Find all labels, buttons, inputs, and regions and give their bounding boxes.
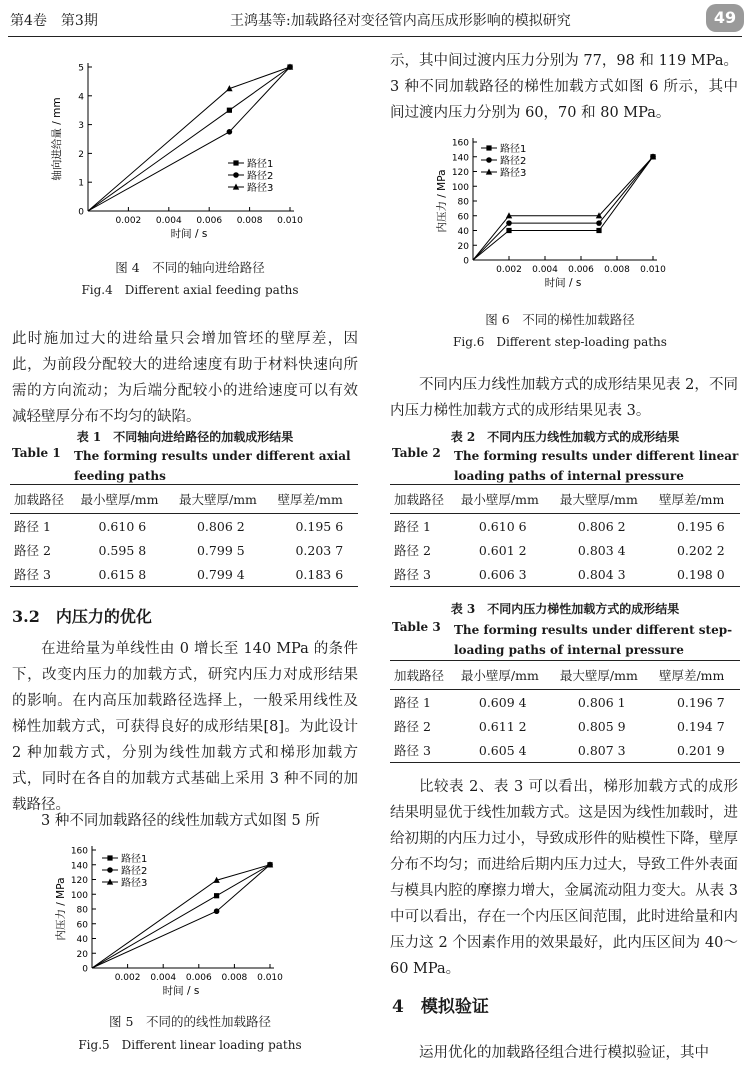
y-tick-label: 20 [457,241,469,252]
paragraph-right-1: 示，其中间过渡内压力分别为 77，98 和 119 MPa。3 种不同加载路径的梯性加载方式如图 6 所示，其中间过渡内压力分别为 60，70 和 80 MPa。 [390,53,738,121]
y-tick-label: 60 [76,920,88,931]
x-tick-label: 0.010 [640,265,666,275]
table-cell: 0.804 3 [556,562,655,587]
table-cell: 0.806 2 [577,518,626,534]
table-cell: 路径 3 [10,562,77,587]
x-tick-label: 0.006 [568,265,594,275]
x-axis-label: 时间 / s [162,985,200,997]
paragraph-right-2: 不同内压力线性加载方式的成形结果见表 2，不同内压力梯性加载方式的成形结果见表 3。 [390,377,738,419]
table-row [10,514,358,539]
data-point [596,220,602,226]
table1 [10,484,358,587]
table-cell: 0.196 7 [676,694,725,710]
table1-caption-en [12,446,362,486]
table-header-cell: 最小壁厚/mm [77,485,175,514]
table-header-cell: 加载路径 [390,661,457,690]
fig5-caption-cn: 图 5 不同的的线性加载路径 [109,1014,271,1029]
table-cell: 0.799 4 [175,562,273,587]
fig6-caption-en: Fig.6 Different step-loading paths [453,335,667,349]
paragraph-right-4: 运用优化的加载路径组合进行模拟验证，其中 [419,1045,709,1061]
data-point [227,129,233,135]
table-cell: 路径 1 [394,695,431,710]
table3-title: The forming results under different step-loading paths of internal pressure [454,623,733,657]
running-header [0,0,750,42]
table-row [390,514,740,539]
x-tick-label: 0.008 [236,216,263,226]
paragraph-right-3: 比较表 2、表 3 可以看出，梯形加载方式的成形结果明显优于线性加载方式。这是因为线性加载时，进给初期的内压力过小，导致成形件的贴模性下降，壁厚分布不均匀；而进给后期内压力过大，导致工件外表面与模具内腔的摩擦力增大，金属流动阻力变大。从表 3 中可以看出，存在一个内压区间范围，此时进给量和内压力这 2 个因素作用的效果最好，此内压区间为 40～60 MPa。 [390,779,738,977]
y-tick-label: 4 [78,92,84,103]
paragraph-left-1: 此时施加过大的进给量只会增加管坯的壁厚差，因此，为前段分配较大的进给速度有助于材料快速向所需的方向流动；为后端分配较小的进给速度可以有效减轻壁厚分布不均匀的缺陷。 [12,331,358,425]
fig4-chart [40,55,320,250]
x-tick-label: 0.002 [496,265,522,275]
x-axis-label: 时间 / s [170,228,208,240]
legend-marker [486,157,492,163]
table-header-cell: 壁厚差/mm [273,485,358,514]
data-point [596,228,601,233]
table-cell: 路径 2 [394,543,431,558]
y-tick-label: 100 [70,890,88,901]
table-cell: 路径 2 [394,719,431,734]
table-cell: 0.805 9 [577,718,626,734]
journal-issue: 第4卷 第3期 [10,13,98,29]
y-tick-label: 80 [76,905,88,916]
table-cell: 0.615 8 [77,562,175,587]
table-header-cell: 最小壁厚/mm [457,485,556,514]
table-cell: 0.807 3 [556,738,655,763]
table-header-cell: 壁厚差/mm [655,661,740,690]
x-tick-label: 0.002 [114,973,141,983]
fig4-caption-cn: 图 4 不同的轴向进给路径 [115,260,265,275]
legend-label: 路径3 [247,183,274,194]
paragraph-left-2: 在进给量为单线性由 0 增长至 140 MPa 的条件下，改变内压力的加载方式，研究内压力对成形结果的影响。在内高压加载路径选择上，一般采用线性及梯性加载方式，可获得良好的成形结果[8]。为此设计 2 种加载方式，分别为线性加载方式和梯形加载方式，同时在各自的加载方式基础上采用 3 种不同的加载路径。 [12,641,358,813]
legend-label: 路径1 [247,159,274,170]
y-tick-label: 140 [451,153,469,164]
series-line [92,865,270,968]
table2-caption-en [392,446,742,486]
table-header-cell: 最大壁厚/mm [556,485,655,514]
data-point [506,220,512,226]
legend-label: 路径2 [247,171,274,182]
y-tick-label: 1 [78,178,84,189]
x-axis-label: 时间 / s [544,277,582,289]
legend-label: 路径1 [500,144,527,155]
table-cell: 0.198 0 [655,562,740,587]
table-cell: 0.194 7 [676,718,725,734]
table-cell: 0.610 6 [478,518,527,534]
table3-caption-cn: 表 3 不同内压力梯性加载方式的成形结果 [450,602,680,616]
y-tick-label: 140 [70,861,88,872]
table-cell: 路径 3 [390,738,457,763]
table-cell: 0.202 2 [676,542,725,558]
table-row [390,538,740,562]
page-number: 49 [706,4,744,32]
table3-caption-en [392,620,742,660]
table-cell: 0.195 6 [676,518,725,534]
table-cell: 路径 2 [14,543,51,558]
section-4-heading: 4 模拟验证 [392,997,489,1017]
x-tick-label: 0.004 [150,973,177,983]
y-tick-label: 80 [457,197,469,208]
y-tick-label: 3 [78,121,84,132]
header-rule [8,36,742,37]
table-row [10,562,358,587]
y-tick-label: 2 [78,149,84,160]
legend-marker [107,867,113,873]
y-tick-label: 100 [451,182,469,193]
fig5-caption-en: Fig.5 Different linear loading paths [78,1038,302,1052]
table-row [10,538,358,562]
table-cell: 0.609 4 [478,694,527,710]
y-tick-label: 120 [70,876,88,886]
fig5-chart [40,838,320,1008]
y-tick-label: 160 [451,138,469,149]
table-cell: 0.605 4 [457,738,556,763]
table3 [390,660,740,763]
y-tick-label: 160 [70,846,88,857]
x-tick-label: 0.004 [532,265,558,275]
y-tick-label: 40 [457,227,469,237]
table-row [390,690,740,715]
y-axis-label: 内压力 / MPa [436,169,448,233]
table1-title: The forming results under different axial feeding paths [74,449,351,483]
x-tick-label: 0.006 [185,973,212,983]
table-header-cell: 最大壁厚/mm [556,661,655,690]
table-cell: 0.806 1 [577,694,626,710]
table-row [390,738,740,763]
y-tick-label: 40 [76,935,88,945]
table-cell: 0.201 9 [655,738,740,763]
table3-label: Table 3 [392,620,441,634]
table2 [390,484,740,587]
table-header-cell: 壁厚差/mm [655,485,740,514]
table-cell: 0.799 5 [196,542,245,558]
x-tick-label: 0.004 [155,216,182,226]
legend-label: 路径1 [121,854,148,865]
table-header-cell: 最小壁厚/mm [457,661,556,690]
table-cell: 0.601 2 [478,542,527,558]
y-axis-label: 轴向进给量 / mm [51,97,63,181]
x-tick-label: 0.002 [115,216,142,226]
x-tick-label: 0.010 [257,973,283,983]
table-cell: 路径 1 [14,519,51,534]
table-cell: 0.610 6 [98,518,147,534]
data-point [506,228,511,233]
legend-marker [486,145,491,150]
section-3-2-heading: 3.2 内压力的优化 [12,607,152,626]
data-point [214,908,220,914]
legend-label: 路径3 [500,168,527,179]
table-row [390,714,740,738]
legend-marker [107,855,112,860]
table2-title: The forming results under different linear loading paths of internal pressure [454,449,739,483]
fig4-caption-en: Fig.4 Different axial feeding paths [81,283,299,297]
data-point [227,108,232,113]
legend-label: 路径3 [121,878,148,889]
table-cell: 0.195 6 [295,518,344,534]
table-cell: 0.203 7 [295,542,344,558]
y-axis-label: 内压力 / MPa [55,877,67,941]
y-tick-label: 120 [451,168,469,178]
table2-label: Table 2 [392,446,441,460]
legend-label: 路径2 [500,156,527,167]
table-cell: 路径 3 [390,562,457,587]
y-tick-label: 20 [76,949,88,960]
y-tick-label: 0 [82,964,88,975]
legend-label: 路径2 [121,866,148,877]
y-tick-label: 60 [457,212,469,223]
table-row [390,562,740,587]
legend-marker [233,160,238,165]
running-title: 王鸿基等:加载路径对变径管内高压成形影响的模拟研究 [230,13,571,29]
legend-marker [233,172,239,178]
y-tick-label: 0 [463,256,469,267]
table-header-cell: 最大壁厚/mm [175,485,273,514]
table-header-cell: 加载路径 [390,485,457,514]
data-point [214,893,219,898]
fig6-caption-cn: 图 6 不同的梯性加载路径 [485,312,635,327]
table-header-cell: 加载路径 [10,485,77,514]
table2-caption-cn: 表 2 不同内压力线性加载方式的成形结果 [450,430,680,444]
table-cell: 0.595 8 [98,542,147,558]
x-tick-label: 0.008 [221,973,248,983]
x-tick-label: 0.006 [196,216,223,226]
x-tick-label: 0.010 [277,216,303,226]
table-cell: 0.611 2 [478,718,527,734]
table-cell: 0.806 2 [196,518,245,534]
table-cell: 0.606 3 [457,562,556,587]
paragraph-left-3: 3 种不同加载路径的线性加载方式如图 5 所 [41,813,320,829]
x-tick-label: 0.008 [604,265,630,275]
y-tick-label: 5 [78,63,84,74]
table1-caption-cn: 表 1 不同轴向进给路径的加载成形结果 [76,430,294,444]
table-cell: 0.803 4 [577,542,626,558]
table-cell: 路径 1 [394,519,431,534]
fig6-chart [415,130,695,300]
table1-label: Table 1 [12,446,61,460]
y-tick-label: 0 [78,207,84,218]
table-cell: 0.183 6 [273,562,358,587]
